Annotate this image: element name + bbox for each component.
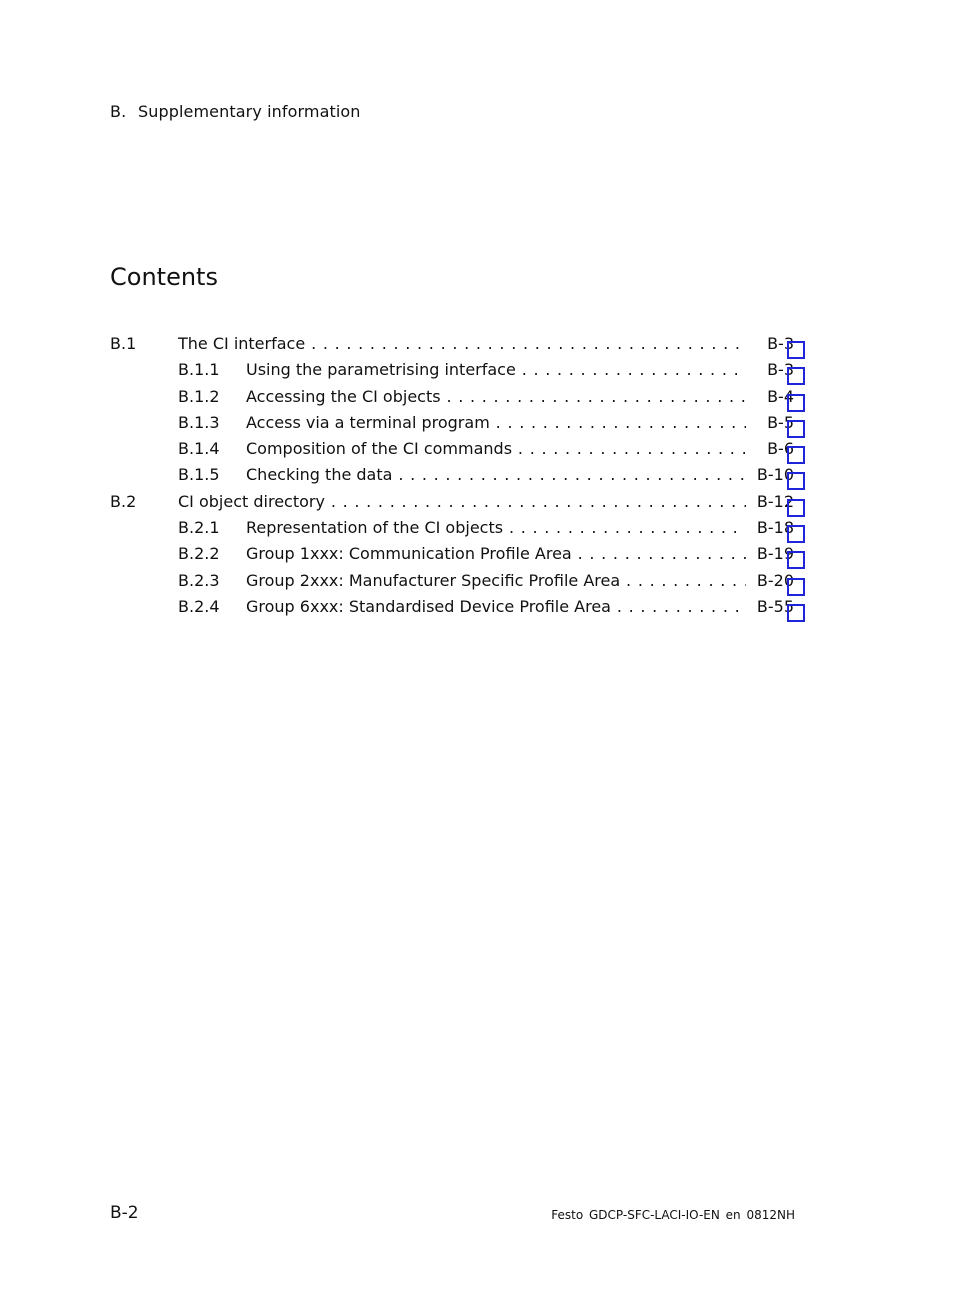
page-header <box>110 102 361 122</box>
toc-entry[interactable] <box>110 463 810 489</box>
toc-entry[interactable] <box>110 385 810 411</box>
toc-entry-title[interactable]: Group 6xxx: Standardised Device Profile Area . . . <box>246 595 746 619</box>
toc-entry-title[interactable]: Checking the data . . . <box>246 463 746 487</box>
toc-entry-number: B.1 <box>110 334 137 353</box>
toc-entry-number: B.1.5 <box>178 465 220 485</box>
toc-entry[interactable] <box>110 411 810 437</box>
link-box-icon[interactable] <box>787 604 805 622</box>
toc-entry-title[interactable]: Group 2xxx: Manufacturer Specific Profile Area . . . <box>246 569 746 593</box>
toc-entry-page[interactable]: B-10 <box>756 465 794 485</box>
toc-entry-number: B.1.4 <box>178 439 220 459</box>
toc-entry-title[interactable]: Using the parametrising interface . . . <box>246 358 746 382</box>
toc-entry[interactable] <box>110 595 810 621</box>
toc-entry-page[interactable]: B-20 <box>756 570 794 590</box>
toc-entry[interactable] <box>110 332 810 358</box>
chapter-title: Supplementary information <box>138 102 361 121</box>
toc-entry[interactable] <box>110 490 810 516</box>
toc-entry[interactable] <box>110 569 810 595</box>
toc-entry-page[interactable]: B-19 <box>756 544 794 564</box>
toc-entry[interactable] <box>110 358 810 384</box>
link-box-icon[interactable] <box>787 394 805 412</box>
toc-entry[interactable] <box>110 542 810 568</box>
toc-entry-number: B.2 <box>110 491 137 511</box>
toc-entry[interactable] <box>110 437 810 463</box>
link-box-icon[interactable] <box>787 525 805 543</box>
toc-entry-title[interactable]: Access via a terminal program . . . <box>246 411 746 435</box>
link-box-icon[interactable] <box>787 551 805 569</box>
toc-entry-page[interactable]: B-55 <box>756 596 794 616</box>
toc-entry-number: B.2.2 <box>178 544 220 564</box>
toc-entry-page[interactable]: B-18 <box>756 518 794 538</box>
toc-entry-title[interactable]: CI object directory . . . <box>178 490 746 514</box>
contents-heading: Contents <box>110 263 218 291</box>
toc-entry-title[interactable]: Group 1xxx: Communication Profile Area . . . <box>246 542 746 566</box>
table-of-contents <box>110 332 810 621</box>
toc-entry-number: B.1.1 <box>178 360 220 380</box>
footer-document-id: Festo GDCP-SFC-LACI-IO-EN en 0812NH <box>551 1208 795 1222</box>
link-box-icon[interactable] <box>787 499 805 517</box>
toc-entry-page[interactable]: B-3 <box>767 360 794 380</box>
toc-entry-title[interactable]: Representation of the CI objects . . . <box>246 516 746 540</box>
link-box-icon[interactable] <box>787 420 805 438</box>
link-box-icon[interactable] <box>787 367 805 385</box>
toc-entry-page[interactable]: B-4 <box>767 386 794 406</box>
footer-page-number: B-2 <box>110 1203 139 1223</box>
toc-entry-title[interactable]: Composition of the CI commands . . . <box>246 437 746 461</box>
link-box-icon[interactable] <box>787 446 805 464</box>
link-box-icon[interactable] <box>787 578 805 596</box>
link-box-icon[interactable] <box>787 341 805 359</box>
toc-entry-page[interactable]: B-12 <box>756 491 794 511</box>
toc-entry-number: B.2.3 <box>178 570 220 590</box>
toc-entry-number: B.2.1 <box>178 518 220 538</box>
toc-entry-page[interactable]: B-5 <box>767 412 794 432</box>
toc-entry-number: B.1.2 <box>178 386 220 406</box>
toc-entry-title[interactable]: Accessing the CI objects . . . <box>246 385 746 409</box>
link-box-icon[interactable] <box>787 472 805 490</box>
toc-entry-title[interactable]: The CI interface . . . <box>178 332 746 356</box>
toc-entry-page[interactable]: B-3 <box>767 334 794 353</box>
toc-entry-number: B.2.4 <box>178 596 220 616</box>
toc-entry[interactable] <box>110 516 810 542</box>
chapter-number: B. <box>110 102 127 121</box>
toc-entry-number: B.1.3 <box>178 412 220 432</box>
toc-entry-page[interactable]: B-6 <box>767 439 794 459</box>
